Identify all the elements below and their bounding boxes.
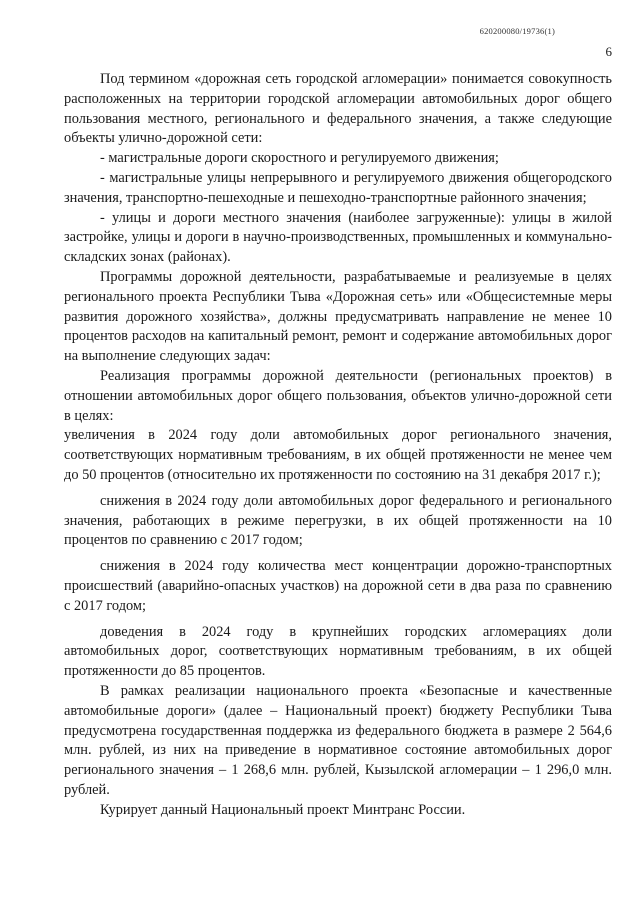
document-body	[64, 70, 612, 820]
list-item-main-streets: - магистральные улицы непрерывного и регулируемого движения общегородского значения, транспортно-пешеходные и пешеходно-транспортные районного значения;	[64, 169, 612, 206]
paragraph-national-project: В рамках реализации национального проекта «Безопасные и качественные автомобильные дороги» (далее – Национальный проект) бюджету Республики Тыва предусмотрена государственная поддержка из федерального бюджета в размере 2 564,6 млн. рублей, из них на приведение в нормативное состояние автомобильных дорог регионального значения – 1 268,6 млн. рублей, Кызылской агломерации – 1 296,0 млн. рублей.	[64, 682, 612, 798]
list-item-local-streets: - улицы и дороги местного значения (наиболее загруженные): улицы в жилой застройке, улицы и дороги в научно-производственных, промышленных и коммунально-складских зонах (районах).	[64, 209, 612, 266]
goal-regional-roads: увеличения в 2024 году доли автомобильных дорог регионального значения, соответствующих нормативным требованиям, в их общей протяженности не менее чем до 50 процентов (относительно их протяженности по состоянию на 31 декабря 2017 г.);	[64, 427, 612, 483]
goal-accident-reduction: снижения в 2024 году количества мест концентрации дорожно-транспортных происшествий (аварийно-опасных участков) на дорожной сети в два раза по сравнению с 2017 годом;	[64, 558, 612, 614]
paragraph-definition: Под термином «дорожная сеть городской агломерации» понимается совокупность расположенных на территории городской агломерации автомобильных дорог общего пользования местного, регионального и федерального значения, а также следующие объекты улично-дорожной сети:	[64, 71, 612, 147]
goal-overload-reduction: снижения в 2024 году доли автомобильных дорог федерального и регионального значения, работающих в режиме перегрузки, в их общей протяженности на 10 процентов по сравнению с 2017 годом;	[64, 492, 612, 549]
document-id: 620200080/19736(1)	[479, 26, 555, 36]
goal-agglomeration-roads: доведения в 2024 году в крупнейших городских агломерациях доли автомобильных дорог, соответствующих нормативным требованиям, в их общей протяженности до 85 процентов.	[64, 623, 612, 680]
paragraph-implementation: Реализация программы дорожной деятельности (региональных проектов) в отношении автомобильных дорог общего пользования, объектов улично-дорожной сети в целях:	[64, 367, 612, 424]
page-number: 6	[605, 44, 612, 59]
list-item-highways: - магистральные дороги скоростного и регулируемого движения;	[100, 150, 499, 167]
paragraph-programs: Программы дорожной деятельности, разрабатываемые и реализуемые в целях регионального проекта Республики Тыва «Дорожная сеть» или «Общесистемные меры развития дорожного хозяйства», должны предусматривать направление не менее 10 процентов расходов на капитальный ремонт, ремонт и содержание автомобильных дорог на выполнение следующих задач:	[64, 268, 612, 365]
paragraph-supervisor: Курирует данный Национальный проект Минтранс России.	[100, 801, 466, 818]
